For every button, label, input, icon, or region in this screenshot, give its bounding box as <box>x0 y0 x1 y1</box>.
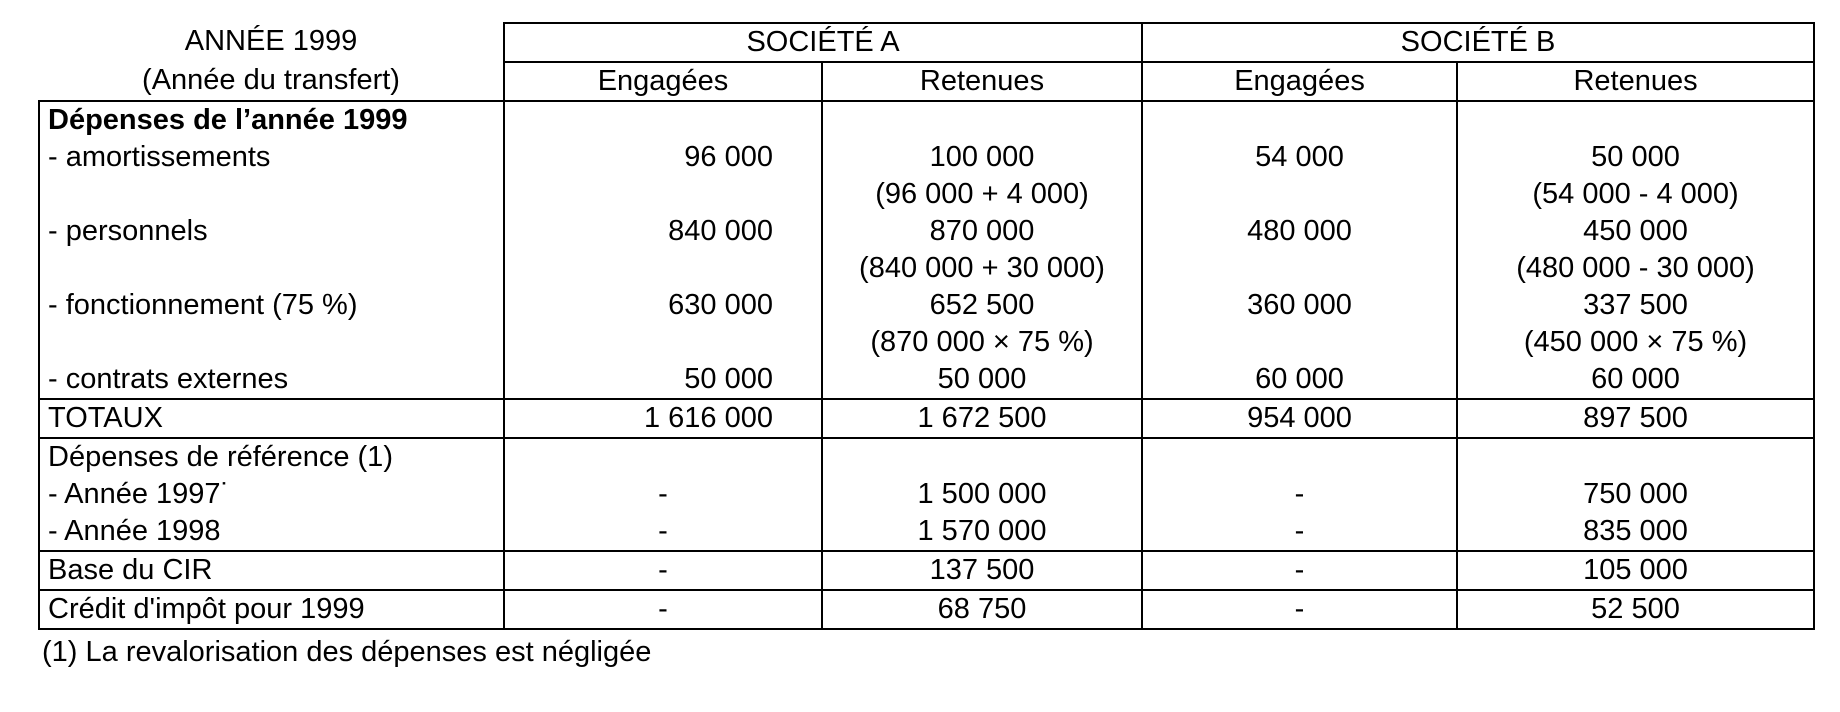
col-b-engagees: Engagées <box>1142 62 1457 101</box>
cir-comparison-table <box>38 22 1815 630</box>
credit-a-retenues: 68 750 <box>822 590 1142 629</box>
cell-value: 337 500 <box>1583 289 1688 321</box>
expenses-block <box>39 101 1814 399</box>
expenses-labels <box>39 101 504 399</box>
cell-value: 840 000 <box>668 215 773 247</box>
credit-b-engagees: - <box>1142 590 1457 629</box>
year-sub-label: (Année du transfert) <box>142 64 400 96</box>
cell-note: (840 000 + 30 000) <box>859 252 1105 284</box>
row-label-1998: - Année 1998 <box>48 515 221 547</box>
header-row-columns <box>39 62 1814 101</box>
cell-value: 360 000 <box>1247 289 1352 321</box>
cell-value: 652 500 <box>929 289 1035 321</box>
cell-value: 60 000 <box>1591 363 1680 395</box>
company-a-header: SOCIÉTÉ A <box>504 23 1142 62</box>
expenses-b-engagees <box>1142 101 1457 399</box>
totals-a-retenues: 1 672 500 <box>822 399 1142 438</box>
base-label: Base du CIR <box>39 551 504 590</box>
footnote: (1) La revalorisation des dépenses est négligée <box>42 636 652 668</box>
cell-value: 450 000 <box>1583 215 1688 247</box>
row-label-fonctionnement: - fonctionnement (75 %) <box>48 289 358 321</box>
credit-label: Crédit d'impôt pour 1999 <box>39 590 504 629</box>
cell-value: 1 500 000 <box>917 478 1047 510</box>
base-b-retenues: 105 000 <box>1457 551 1814 590</box>
col-b-retenues: Retenues <box>1457 62 1814 101</box>
cir-document <box>38 22 1815 671</box>
cell-value: 96 000 <box>684 141 773 173</box>
credit-row <box>39 590 1814 629</box>
cell-value: - <box>1294 478 1305 510</box>
cell-value: 835 000 <box>1583 515 1688 547</box>
cell-value: 870 000 <box>929 215 1035 247</box>
base-a-engagees: - <box>504 551 822 590</box>
reference-a-engagees <box>504 438 822 551</box>
reference-b-engagees <box>1142 438 1457 551</box>
cell-note: (870 000 × 75 %) <box>870 326 1094 358</box>
col-a-retenues: Retenues <box>822 62 1142 101</box>
company-b-header: SOCIÉTÉ B <box>1142 23 1814 62</box>
totals-label: TOTAUX <box>39 399 504 438</box>
cell-value: 50 000 <box>1591 141 1680 173</box>
expenses-b-retenues <box>1457 101 1814 399</box>
cell-value: 54 000 <box>1255 141 1344 173</box>
credit-b-retenues: 52 500 <box>1457 590 1814 629</box>
base-a-retenues: 137 500 <box>822 551 1142 590</box>
cell-value: 50 000 <box>937 363 1027 395</box>
reference-block <box>39 438 1814 551</box>
cell-value: 100 000 <box>929 141 1035 173</box>
cell-note: (450 000 × 75 %) <box>1523 326 1748 358</box>
totals-b-retenues: 897 500 <box>1457 399 1814 438</box>
cell-note: (54 000 - 4 000) <box>1532 178 1739 210</box>
base-row <box>39 551 1814 590</box>
cell-note: (96 000 + 4 000) <box>875 178 1089 210</box>
reference-a-retenues <box>822 438 1142 551</box>
expenses-section-title: Dépenses de l’année 1999 <box>48 104 408 136</box>
reference-title: Dépenses de référence (1) <box>48 441 393 473</box>
row-label-1997: - Année 1997˙ <box>48 478 231 510</box>
cell-value: 630 000 <box>668 289 773 321</box>
reference-labels <box>39 438 504 551</box>
totals-b-engagees: 954 000 <box>1142 399 1457 438</box>
base-b-engagees: - <box>1142 551 1457 590</box>
row-label-personnels: - personnels <box>48 215 208 247</box>
cell-note: (480 000 - 30 000) <box>1516 252 1755 284</box>
header-row-companies <box>39 23 1814 62</box>
expenses-a-engagees <box>504 101 822 399</box>
cell-value: 1 570 000 <box>917 515 1047 547</box>
cell-value: - <box>658 515 668 547</box>
year-label: ANNÉE 1999 <box>184 25 358 57</box>
totals-a-engagees: 1 616 000 <box>504 399 822 438</box>
row-label-amortissements: - amortissements <box>48 141 271 173</box>
cell-value: - <box>658 478 668 510</box>
cell-value: 60 000 <box>1255 363 1344 395</box>
expenses-a-retenues <box>822 101 1142 399</box>
col-a-engagees: Engagées <box>504 62 822 101</box>
cell-value: - <box>1294 515 1305 547</box>
reference-b-retenues <box>1457 438 1814 551</box>
cell-value: 750 000 <box>1583 478 1688 510</box>
totals-row <box>39 399 1814 438</box>
cell-value: 50 000 <box>684 363 773 395</box>
row-label-contrats: - contrats externes <box>48 363 289 395</box>
credit-a-engagees: - <box>504 590 822 629</box>
cell-value: 480 000 <box>1247 215 1352 247</box>
